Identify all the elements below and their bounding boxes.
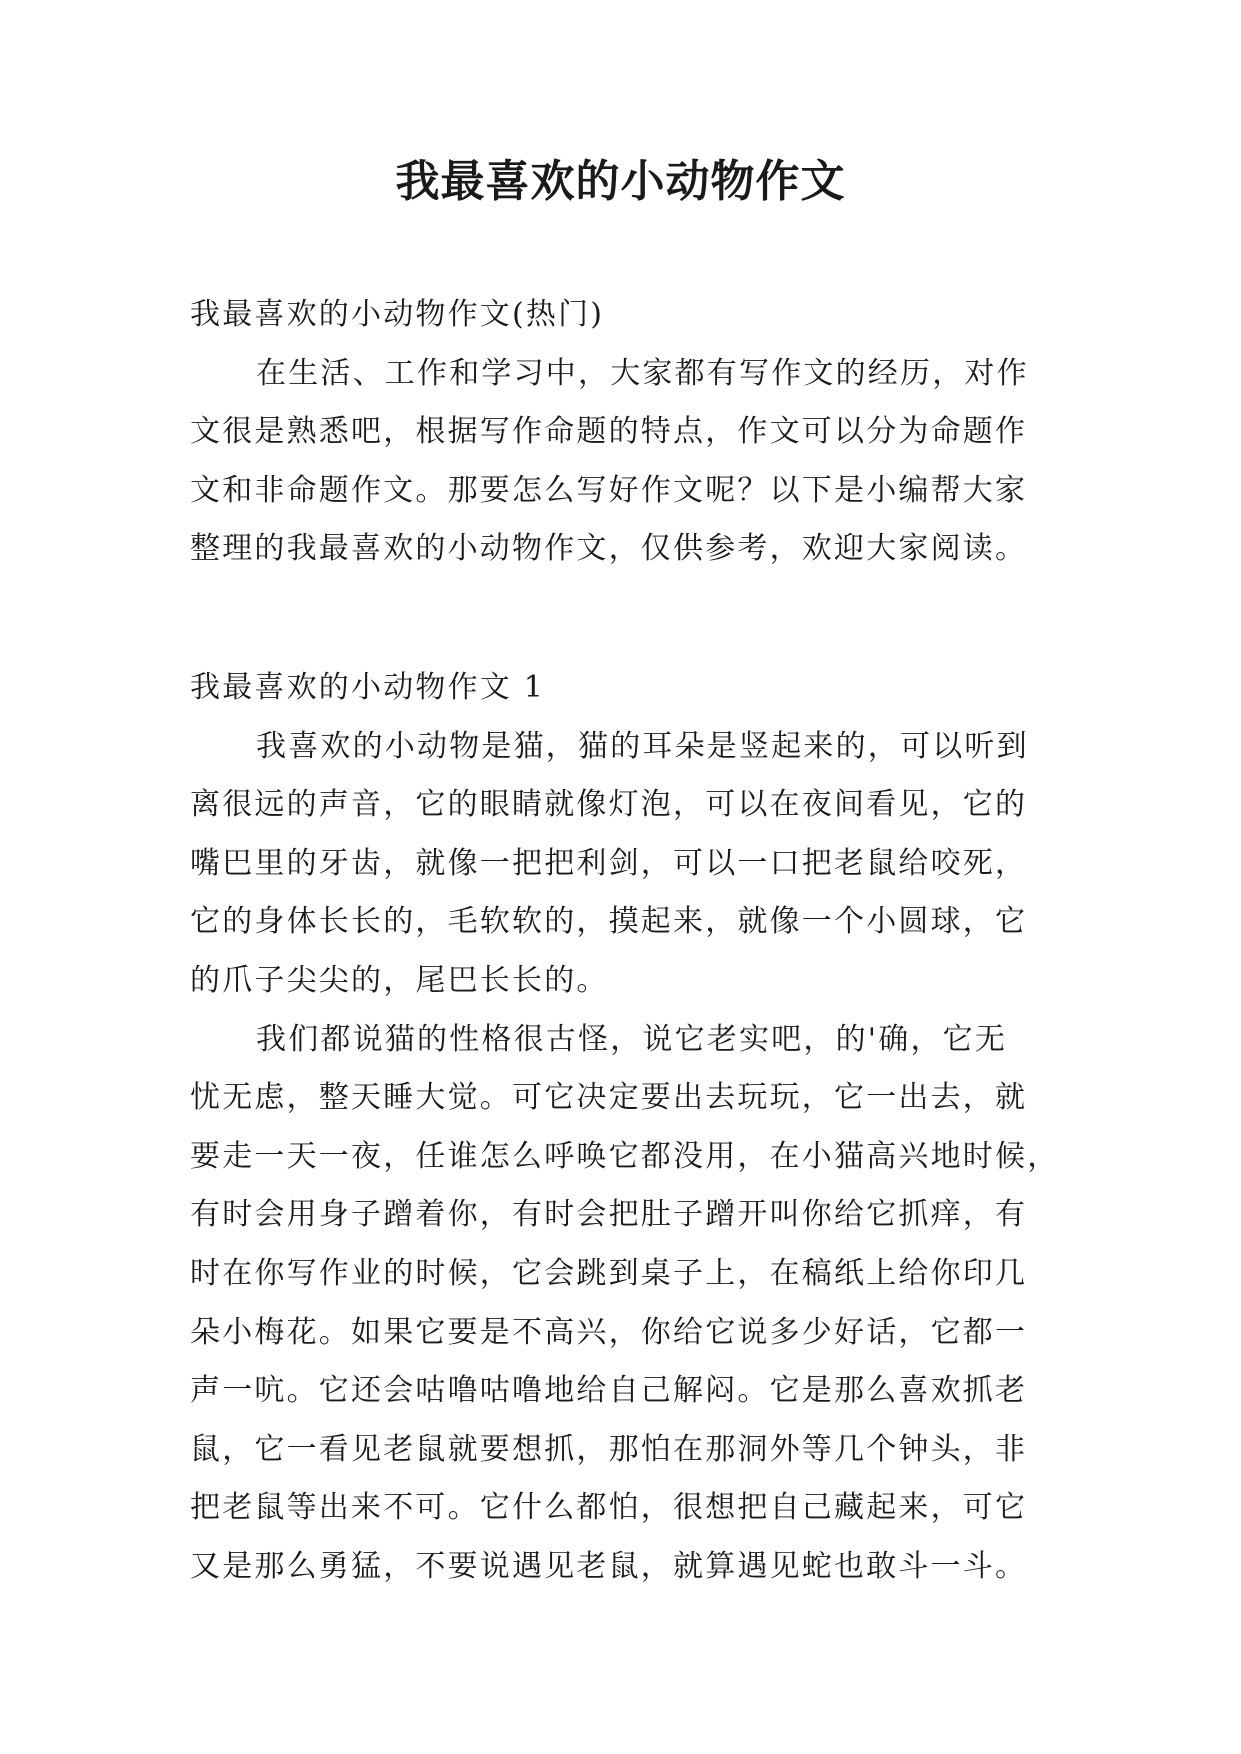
paragraph-line: 把老鼠等出来不可。它什么都怕，很想把自己藏起来，可它 [190,1490,1028,1526]
essay-heading: 我最喜欢的小动物作文 1 [190,669,546,705]
paragraph-line: 嘴巴里的牙齿，就像一把把利剑，可以一口把老鼠给咬死， [190,845,1028,881]
document-body [190,286,1060,1596]
paragraph-line: 文和非命题作文。那要怎么写好作文呢？以下是小编帮大家 [190,472,1028,508]
paragraph-line: 声一吭。它还会咕噜咕噜地给自己解闷。它是那么喜欢抓老 [190,1373,1028,1409]
paragraph-line: 要走一天一夜，任谁怎么呼唤它都没用，在小猫高兴地时候， [190,1138,1060,1174]
paragraph-line: 忧无虑，整天睡大觉。可它决定要出去玩玩，它一出去，就 [190,1080,1028,1116]
section-gap [190,579,1052,659]
paragraph-line: 我喜欢的小动物是猫，猫的耳朵是竖起来的，可以听到 [256,728,1029,764]
intro-heading: 我最喜欢的小动物作文(热门) [190,297,605,332]
paragraph-line: 时在你写作业的时候，它会跳到桌子上，在稿纸上给你印几 [190,1255,1028,1291]
document-title: 我最喜欢的小动物作文 [395,156,846,207]
paragraph-line: 在生活、工作和学习中，大家都有写作文的经历，对作 [256,355,1029,391]
paragraph-line: 又是那么勇猛，不要说遇见老鼠，就算遇见蛇也敢斗一斗。 [190,1548,1028,1584]
paragraph-line: 它的身体长长的，毛软软的，摸起来，就像一个小圆球，它 [190,904,1028,940]
essay-paragraph-2 [190,1011,1060,1597]
paragraph-line: 朵小梅花。如果它要是不高兴，你给它说多少好话，它都一 [190,1314,1028,1350]
paragraph-line: 鼠，它一看见老鼠就要想抓，那怕在那洞外等几个钟头，非 [190,1431,1028,1467]
intro-paragraph [190,345,1052,579]
paragraph-line: 文很是熟悉吧，根据写作命题的特点，作文可以分为命题作 [190,414,1028,450]
paragraph-line: 离很远的声音，它的眼睛就像灯泡，可以在夜间看见，它的 [190,787,1028,823]
essay-paragraph-1 [190,718,1052,1011]
paragraph-line: 整理的我最喜欢的小动物作文，仅供参考，欢迎大家阅读。 [190,531,1028,567]
paragraph-line: 有时会用身子蹭着你，有时会把肚子蹭开叫你给它抓痒，有 [190,1197,1028,1233]
paragraph-line: 我们都说猫的性格很古怪，说它老实吧，的'确，它无 [256,1021,1008,1057]
paragraph-line: 的爪子尖尖的，尾巴长长的。 [190,962,609,998]
